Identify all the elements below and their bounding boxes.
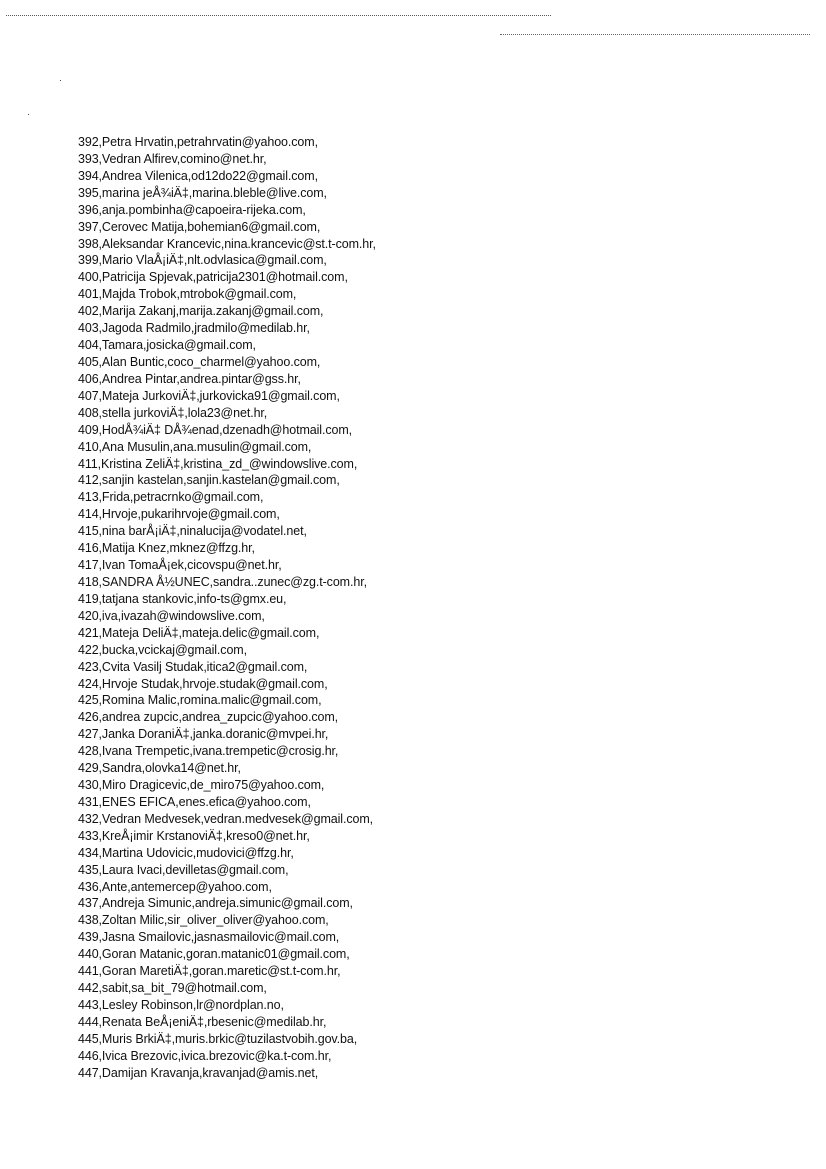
contact-entry: 442,sabit,sa_bit_79@hotmail.com, [78, 981, 267, 996]
contact-entry: 392,Petra Hrvatin,petrahrvatin@yahoo.com, [78, 135, 318, 149]
contact-entry: 421,Mateja DeliÄ‡,mateja.delic@gmail.com, [78, 625, 320, 640]
contact-entry: 425,Romina Malic,romina.malic@gmail.com, [78, 693, 322, 708]
scan-artifact-top-line [6, 15, 551, 16]
contact-entry: 424,Hrvoje Studak,hrvoje.studak@gmail.com, [78, 676, 328, 691]
contact-entry: 403,Jagoda Radmilo,jradmilo@medilab.hr, [78, 321, 310, 336]
contact-entry: 436,Ante,antemercep@yahoo.com, [78, 879, 272, 894]
contact-entry: 397,Cerovec Matija,bohemian6@gmail.com, [78, 219, 321, 234]
contact-entry: 408,stella jurkoviÄ‡,lola23@net.hr, [78, 405, 268, 420]
contact-entry: 396,anja.pombinha@capoeira-rijeka.com, [78, 202, 306, 217]
contact-entry: 440,Goran Matanic,goran.matanic01@gmail.com, [78, 947, 350, 962]
contact-entry: 398,Aleksandar Krancevic,nina.krancevic@st.t-com.hr, [78, 236, 376, 251]
scan-speck [60, 80, 61, 81]
contact-entry: 441,Goran MaretiÄ‡,goran.maretic@st.t-com.hr, [78, 964, 341, 979]
contact-entry: 438,Zoltan Milic,sir_oliver_oliver@yahoo.com, [78, 913, 329, 928]
scan-artifact-right-line [500, 34, 810, 35]
contact-entry: 411,Kristina ZeliÄ‡,kristina_zd_@windowslive.com, [78, 456, 358, 471]
contact-entry: 439,Jasna Smailovic,jasnasmailovic@mail.com, [78, 930, 340, 945]
contact-entry: 437,Andreja Simunic,andreja.simunic@gmail.com, [78, 896, 353, 911]
contact-entry: 410,Ana Musulin,ana.musulin@gmail.com, [78, 439, 312, 454]
contact-entry: 434,Martina Udovicic,mudovici@ffzg.hr, [78, 845, 294, 860]
contact-entry: 430,Miro Dragicevic,de_miro75@yahoo.com, [78, 778, 325, 793]
contact-entry: 404,Tamara,josicka@gmail.com, [78, 338, 256, 353]
contact-entry: 426,andrea zupcic,andrea_zupcic@yahoo.com, [78, 710, 339, 725]
contact-entry: 414,Hrvoje,pukarihrvoje@gmail.com, [78, 507, 280, 522]
contact-entry: 402,Marija Zakanj,marija.zakanj@gmail.com, [78, 304, 324, 319]
contact-entry: 433,KreÅ¡imir KrstanoviÄ‡,kreso0@net.hr, [78, 828, 310, 843]
contact-entry: 405,Alan Buntic,coco_charmel@yahoo.com, [78, 354, 321, 369]
contact-entry: 395,marina jeÅ¾iÄ‡,marina.bleble@live.com, [78, 185, 327, 200]
contact-entry: 447,Damijan Kravanja,kravanjad@amis.net, [78, 1065, 319, 1080]
contact-entry: 416,Matija Knez,mknez@ffzg.hr, [78, 541, 255, 556]
contact-entry: 427,Janka DoraniÄ‡,janka.doranic@mvpei.hr, [78, 727, 329, 742]
contact-entry: 406,Andrea Pintar,andrea.pintar@gss.hr, [78, 371, 301, 386]
contact-entry: 400,Patricija Spjevak,patricija2301@hotmail.com, [78, 270, 348, 285]
contact-entry: 407,Mateja JurkoviÄ‡,jurkovicka91@gmail.com, [78, 388, 340, 403]
contact-entry-list [78, 134, 376, 1082]
contact-entry: 413,Frida,petracrnko@gmail.com, [78, 490, 264, 505]
contact-entry: 412,sanjin kastelan,sanjin.kastelan@gmail.com, [78, 473, 340, 488]
contact-entry: 417,Ivan TomaÅ¡ek,cicovspu@net.hr, [78, 558, 282, 573]
contact-entry: 429,Sandra,olovka14@net.hr, [78, 761, 241, 776]
contact-entry: 415,nina barÅ¡iÄ‡,ninalucija@vodatel.net, [78, 524, 307, 539]
contact-entry: 445,Muris BrkiÄ‡,muris.brkic@tuzilastvobih.gov.ba, [78, 1031, 358, 1046]
contact-entry: 432,Vedran Medvesek,vedran.medvesek@gmail.com, [78, 811, 374, 826]
contact-entry: 419,tatjana stankovic,info-ts@gmx.eu, [78, 591, 287, 606]
contact-entry: 420,iva,ivazah@windowslive.com, [78, 608, 265, 623]
contact-entry: 435,Laura Ivaci,devilletas@gmail.com, [78, 862, 289, 877]
contact-entry: 444,Renata BeÅ¡eniÄ‡,rbesenic@medilab.hr, [78, 1014, 327, 1029]
contact-entry: 399,Mario VlaÅ¡iÄ‡,nlt.odvlasica@gmail.com, [78, 253, 327, 268]
contact-entry: 401,Majda Trobok,mtrobok@gmail.com, [78, 287, 297, 302]
contact-entry: 443,Lesley Robinson,lr@nordplan.no, [78, 998, 284, 1013]
contact-entry: 393,Vedran Alfirev,comino@net.hr, [78, 151, 267, 166]
contact-entry: 409,HodÅ¾iÄ‡ DÅ¾enad,dzenadh@hotmail.com, [78, 422, 353, 437]
contact-entry: 418,SANDRA Å½UNEC,sandra..zunec@zg.t-com.hr, [78, 574, 367, 589]
contact-entry: 422,bucka,vcickaj@gmail.com, [78, 642, 247, 657]
contact-entry: 431,ENES EFICA,enes.efica@yahoo.com, [78, 794, 311, 809]
contact-entry: 428,Ivana Trempetic,ivana.trempetic@crosig.hr, [78, 744, 339, 759]
scan-speck [28, 114, 29, 115]
contact-entry: 446,Ivica Brezovic,ivica.brezovic@ka.t-com.hr, [78, 1048, 332, 1063]
contact-entry: 423,Cvita Vasilj Studak,itica2@gmail.com, [78, 659, 308, 674]
contact-entry: 394,Andrea Vilenica,od12do22@gmail.com, [78, 168, 318, 183]
